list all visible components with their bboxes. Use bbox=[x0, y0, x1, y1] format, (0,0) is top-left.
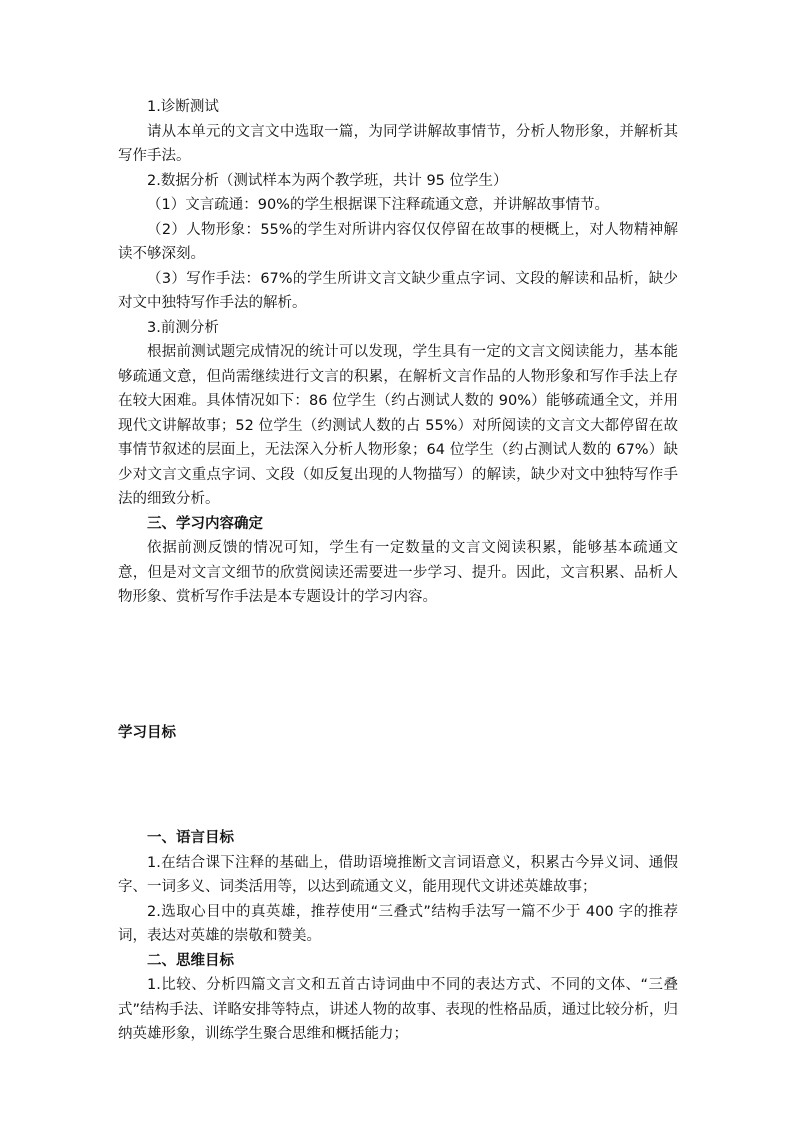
paragraph-learning-content: 依据前测反馈的情况可知，学生有一定数量的文言文阅读积累，能够基本疏通文意，但是对文言文细节的欣赏阅读还需要进一步学习、提升。因此，文言积累、品析人物形象、赏析写作手法是本专题设计的学习内容。 bbox=[118, 540, 678, 605]
heading-language-goals: 一、语言目标 bbox=[147, 830, 234, 846]
goals-section bbox=[118, 826, 678, 1047]
heading-pretest-analysis: 3.前测分析 bbox=[147, 319, 219, 336]
heading-learning-content: 三、学习内容确定 bbox=[147, 515, 263, 532]
thinking-goal-1: 1.比较、分析四篇文言文和五首古诗词曲中不同的表达方式、不同的文体、“三叠式”结构手法、详略安排等特点，讲述人物的故事、表现的性格品质，通过比较分析，归纳英雄形象，训练学生聚合思维和概括能力； bbox=[118, 977, 678, 1042]
item-classical-comprehension: （1）文言疏通：90%的学生根据课下注释疏通文意，并讲解故事情节。 bbox=[147, 197, 609, 213]
item-character-image: （2）人物形象：55%的学生对所讲内容仅仅停留在故事的梗概上，对人物精神解读不够深刻。 bbox=[118, 221, 678, 262]
paragraph-pretest-analysis: 根据前测试题完成情况的统计可以发现，学生具有一定的文言文阅读能力，基本能够疏通文意，但尚需继续进行文言的积累，在解析文言作品的人物形象和写作手法上存在较大困难。具体情况如下：86 位学生（约占测试人数的 90%）能够疏通全文，并用现代文讲解故事；52 位学生（约测试人数的占 55%）对所阅读的文言文大都停留在故事情节叙述的层面上，无法深入分析人物形象；64 位学生（约占测试人数的 67%）缺少对文言文重点字词、文段（如反复出现的人物描写）的解读，缺少对文中独特写作手法的细致分析。 bbox=[118, 344, 678, 507]
paragraph-test-task: 请从本单元的文言文中选取一篇，为同学讲解故事情节，分析人物形象，并解析其写作手法。 bbox=[118, 123, 678, 164]
diagnosis-section bbox=[118, 95, 678, 610]
heading-diagnostic-test: 1.诊断测试 bbox=[147, 99, 219, 115]
item-writing-technique: （3）写作手法：67%的学生所讲文言文缺少重点字词、文段的解读和品析，缺少对文中独特写作手法的解析。 bbox=[118, 270, 678, 311]
learning-goals-title-block bbox=[118, 721, 678, 746]
language-goal-1: 1.在结合课下注释的基础上，借助语境推断文言词语意义，积累古今异义词、通假字、一词多义、词类活用等，以达到疏通文义，能用现代文讲述英雄故事； bbox=[118, 854, 678, 895]
learning-goals-title: 学习目标 bbox=[118, 725, 176, 741]
language-goal-2: 2.选取心目中的真英雄，推荐使用“三叠式”结构手法写一篇不少于 400 字的推荐词，表达对英雄的崇敬和赞美。 bbox=[118, 903, 678, 944]
heading-thinking-goals: 二、思维目标 bbox=[147, 952, 234, 969]
heading-data-analysis: 2.数据分析（测试样本为两个教学班，共计 95 位学生） bbox=[147, 172, 508, 189]
